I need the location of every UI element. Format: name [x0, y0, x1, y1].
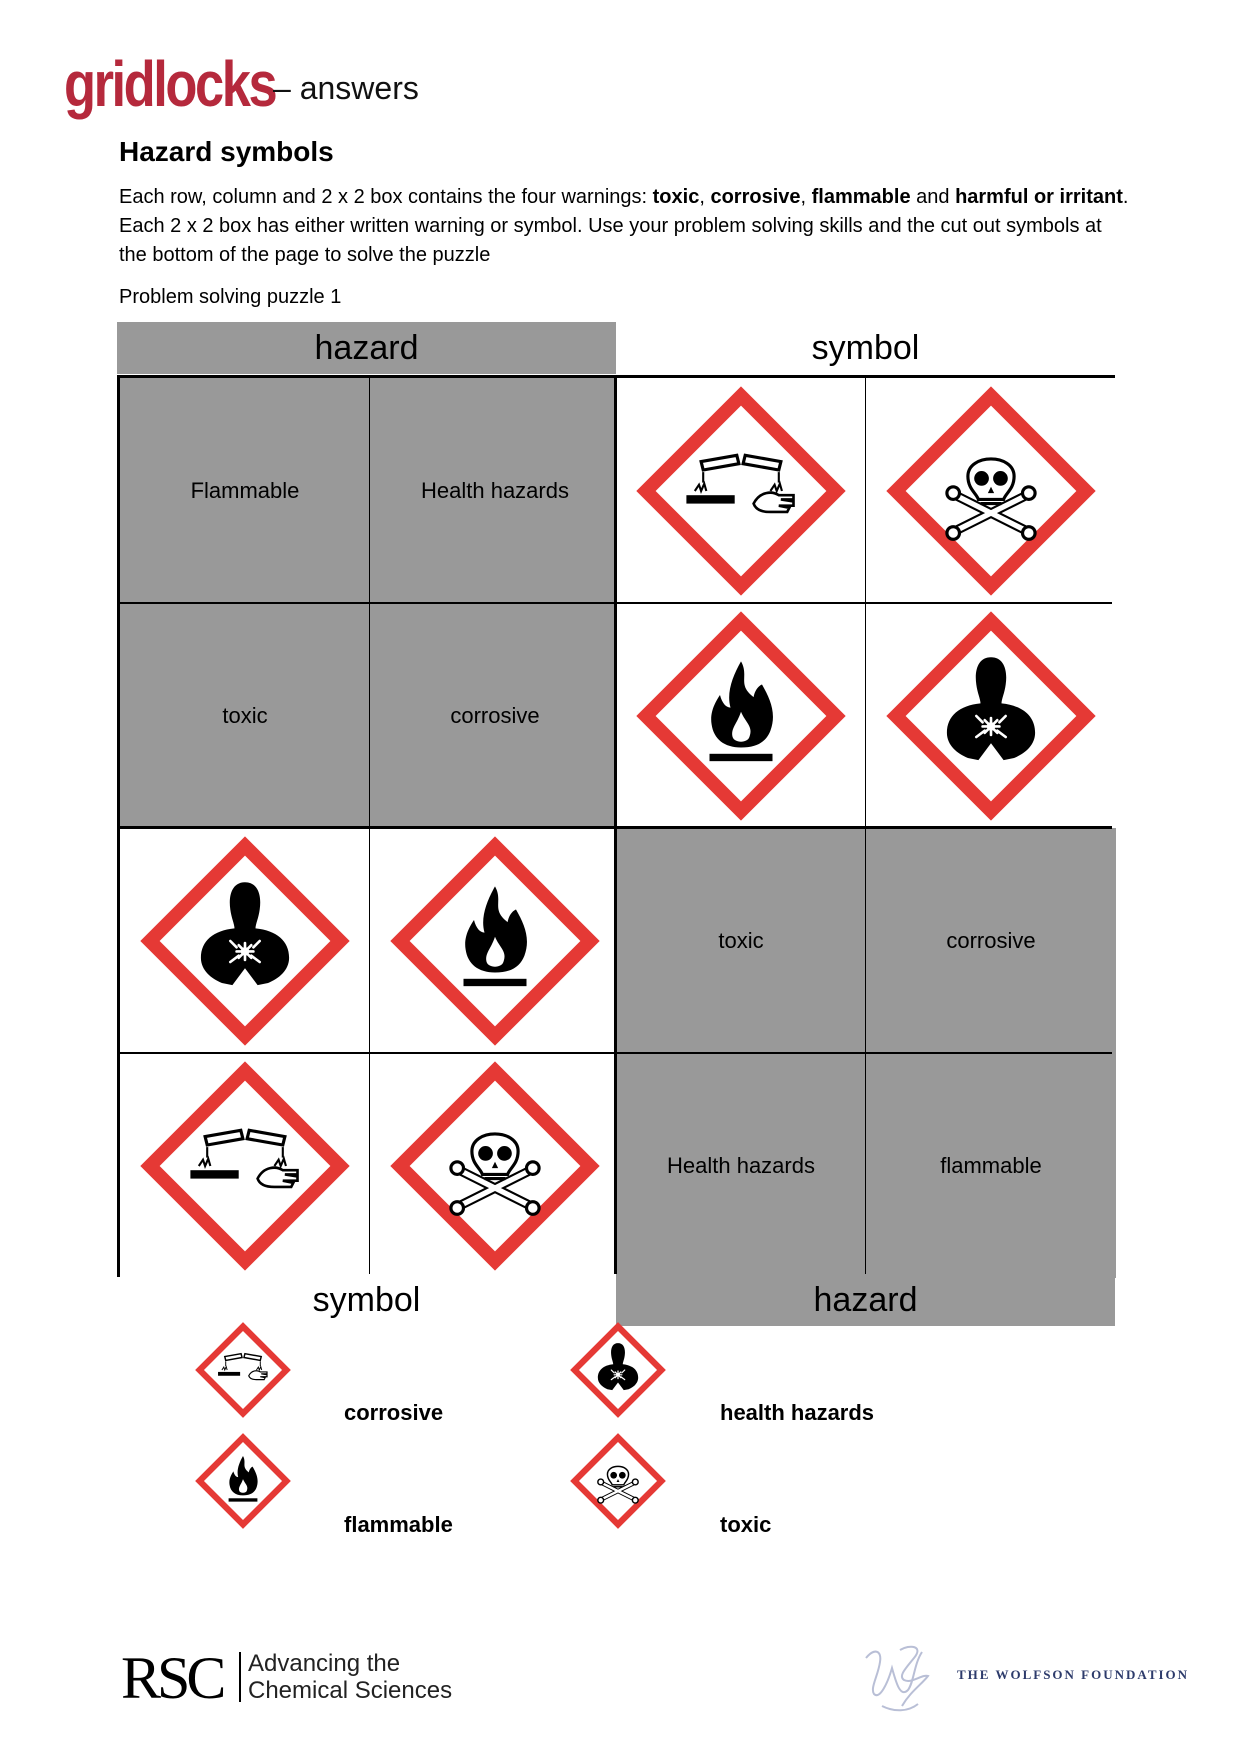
flammable-icon: [390, 836, 600, 1046]
grid-cell[interactable]: [120, 828, 370, 1053]
intro-paragraph: Each row, column and 2 x 2 box contains the four warnings: toxic, corrosive, flammable and harmful or irritant. Each 2 x 2 box has either written warning or symbol. Use your problem solving skills and the cut out symbols at the bottom of the page to solve the puzzle: [119, 186, 1129, 266]
header-hazard-bottom: hazard: [616, 1274, 1115, 1326]
grid-cell[interactable]: [120, 1053, 370, 1278]
hazard-text: flammable: [940, 1152, 1042, 1178]
grid-cell[interactable]: [616, 1053, 866, 1278]
legend-label-corrosive: corrosive: [344, 1400, 444, 1425]
corrosive-icon: [636, 386, 846, 596]
page-title: Hazard symbols: [119, 136, 334, 167]
wolfson-foundation-text: THE WOLFSON FOUNDATION: [957, 1667, 1190, 1682]
grid-cell[interactable]: [616, 603, 866, 828]
puzzle-subtitle: Problem solving puzzle 1: [119, 286, 342, 308]
legend-label-toxic: toxic: [720, 1512, 772, 1537]
hazard-text: Health hazards: [421, 477, 569, 503]
grid-cell[interactable]: [616, 828, 866, 1053]
grid-cell[interactable]: [866, 603, 1116, 828]
hazard-text: toxic: [718, 927, 764, 953]
health-hazard-icon[interactable]: [570, 1322, 666, 1418]
grid-cell[interactable]: [370, 378, 620, 603]
toxic-icon: [390, 1061, 600, 1271]
header-symbol-top: symbol: [811, 329, 920, 367]
rsc-logo: RSC: [121, 1645, 223, 1711]
hazard-text: corrosive: [450, 702, 540, 728]
grid-cell[interactable]: [370, 1053, 620, 1278]
hazard-text: Health hazards: [667, 1152, 815, 1178]
hazard-text: Flammable: [190, 477, 300, 503]
health-hazard-icon: [886, 611, 1096, 821]
logo-suffix: – answers: [273, 70, 419, 106]
gridlocks-logo: gridlocks: [64, 48, 276, 120]
wolfson-monogram-icon: [852, 1628, 942, 1718]
box-divider: [120, 826, 1112, 829]
toxic-icon[interactable]: [570, 1433, 666, 1529]
grid-cell[interactable]: [866, 1053, 1116, 1278]
hazard-text: corrosive: [946, 927, 1036, 953]
header-symbol-bottom: symbol: [312, 1281, 421, 1319]
hazard-text: toxic: [222, 702, 268, 728]
header-hazard-top: hazard: [117, 322, 616, 374]
grid-cell[interactable]: [866, 378, 1116, 603]
rsc-divider: [239, 1652, 241, 1702]
rsc-tagline: Advancing the Chemical Sciences: [248, 1650, 453, 1704]
legend-label-flammable: flammable: [344, 1512, 453, 1537]
flammable-icon: [636, 611, 846, 821]
toxic-icon: [886, 386, 1096, 596]
grid-cell[interactable]: [370, 828, 620, 1053]
flammable-icon[interactable]: [195, 1433, 291, 1529]
grid-cell[interactable]: [120, 603, 370, 828]
grid-cell[interactable]: [866, 828, 1116, 1053]
legend-label-health-hazards: health hazards: [720, 1400, 875, 1425]
corrosive-icon[interactable]: [195, 1322, 291, 1418]
puzzle-grid: [117, 375, 1115, 1277]
grid-cell[interactable]: [120, 378, 370, 603]
grid-cell[interactable]: [616, 378, 866, 603]
grid-cell[interactable]: [370, 603, 620, 828]
corrosive-icon: [140, 1061, 350, 1271]
health-hazard-icon: [140, 836, 350, 1046]
